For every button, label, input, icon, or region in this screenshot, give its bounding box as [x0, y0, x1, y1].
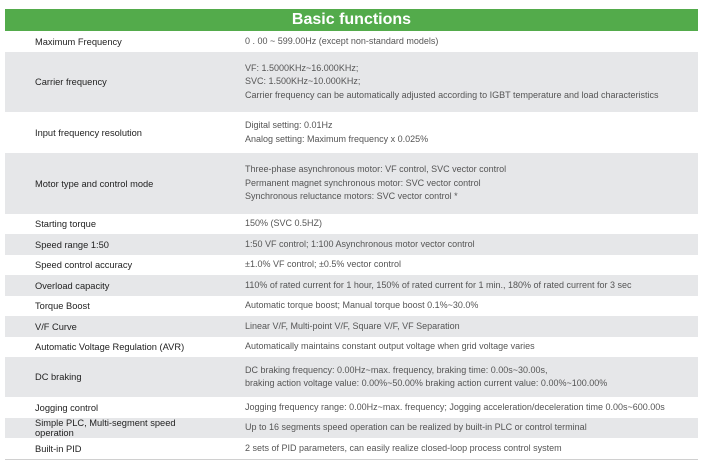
table-row [5, 112, 698, 153]
row-label: Maximum Frequency [35, 36, 122, 47]
spec-table [5, 31, 698, 460]
row-value [215, 258, 698, 272]
value-line: Carrier frequency can be automatically adjusted according to IGBT temperature and load characteristics [245, 89, 659, 100]
value-line: Synchronous reluctance motors: SVC vector control * [245, 191, 458, 202]
table-row [5, 357, 698, 397]
table-row [5, 296, 698, 316]
row-value [215, 442, 698, 456]
value-line: 150% (SVC 0.5HZ) [245, 218, 323, 229]
row-value [215, 238, 698, 252]
row-label: Automatic Voltage Regulation (AVR) [35, 342, 185, 352]
row-label: Starting torque [35, 219, 96, 229]
table-row [5, 52, 698, 112]
value-line: VF: 1.5000KHz~16.000KHz; [245, 62, 359, 73]
row-label: DC braking [35, 372, 82, 382]
value-line: SVC: 1.500KHz~10.000KHz; [245, 76, 361, 87]
row-value [215, 217, 698, 231]
row-value [215, 320, 698, 334]
value-line: 1:50 VF control; 1:100 Asynchronous motor vector control [245, 238, 475, 249]
row-value [215, 364, 698, 391]
row-label: V/F Curve [35, 321, 77, 332]
table-row [5, 316, 698, 337]
table-row [5, 438, 698, 459]
row-label: Carrier frequency [35, 77, 107, 87]
table-row [5, 275, 698, 296]
value-line: 0 . 00 ~ 599.00Hz (except non-standard models) [245, 35, 439, 46]
value-line: Up to 16 segments speed operation can be realized by built-in PLC or control terminal [245, 422, 587, 433]
value-line: Automatic torque boost; Manual torque boost 0.1%~30.0% [245, 300, 479, 311]
row-value [215, 299, 698, 313]
value-line: Digital setting: 0.01Hz [245, 120, 333, 130]
row-value [215, 279, 698, 293]
value-line: DC braking frequency: 0.00Hz~max. frequency, braking time: 0.00s~30.00s, [245, 364, 548, 375]
value-line: braking action voltage value: 0.00%~50.00% braking action current value: 0.00%~100.00% [245, 378, 608, 388]
row-label: Overload capacity [35, 280, 110, 291]
table-row [5, 153, 698, 214]
row-value [215, 401, 698, 415]
value-line: Automatically maintains constant output voltage when grid voltage varies [245, 341, 535, 352]
row-label: Jogging control [35, 402, 99, 413]
section-title: Basic functions [5, 9, 698, 31]
row-label: Built-in PID [35, 443, 82, 454]
row-label: Speed control accuracy [35, 260, 133, 270]
value-line: Jogging frequency range: 0.00Hz~max. frequency; Jogging acceleration/deceleration time 0.00s~600.00s [245, 401, 665, 412]
row-label: Motor type and control mode [35, 178, 154, 189]
value-line: Linear V/F, Multi-point V/F, Square V/F, VF Separation [245, 320, 460, 331]
table-row [5, 234, 698, 255]
row-value [215, 340, 698, 354]
table-row [5, 214, 698, 234]
row-value [215, 35, 698, 49]
row-value [215, 163, 698, 204]
table-row [5, 337, 698, 357]
table-row [5, 255, 698, 275]
value-line: Three-phase asynchronous motor: VF control, SVC vector control [245, 164, 507, 175]
row-label: Speed range 1:50 [35, 239, 109, 250]
value-line: 110% of rated current for 1 hour, 150% of rated current for 1 min., 180% of rated current for 3 sec [245, 279, 632, 290]
value-line: Analog setting: Maximum frequency x 0.025% [245, 133, 429, 144]
value-line: 2 sets of PID parameters, can easily realize closed-loop process control system [245, 442, 562, 453]
row-value [215, 421, 698, 435]
table-row [5, 397, 698, 418]
row-label: Input frequency resolution [35, 127, 142, 138]
table-row [5, 418, 698, 438]
value-line: Permanent magnet synchronous motor: SVC vector control [245, 177, 481, 188]
table-row [5, 31, 698, 52]
row-label: Simple PLC, Multi-segment speed operation [35, 418, 176, 438]
row-value [215, 119, 698, 146]
row-value [215, 62, 698, 103]
row-label: Torque Boost [35, 301, 90, 311]
value-line: ±1.0% VF control; ±0.5% vector control [245, 259, 401, 270]
